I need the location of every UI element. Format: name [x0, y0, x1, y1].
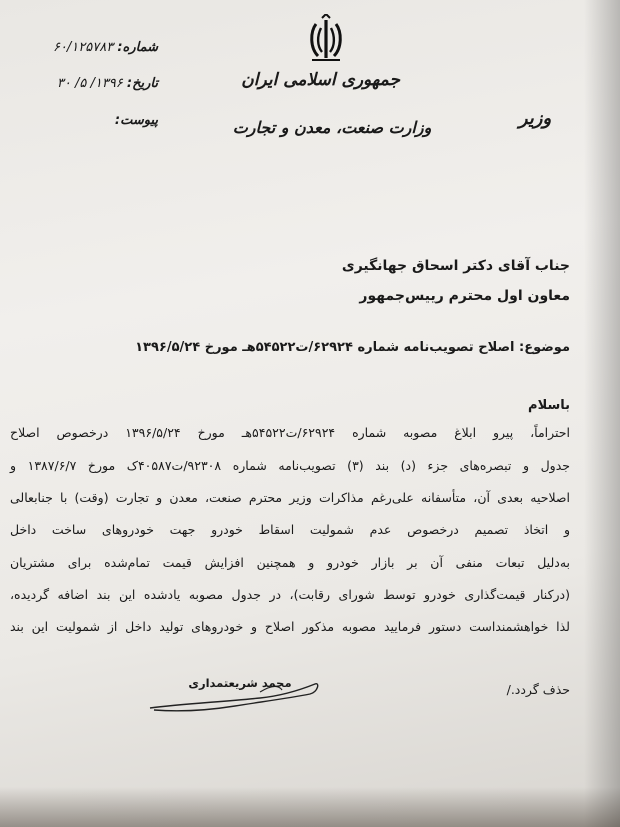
body-line: (درکنار قیمت‌گذاری خودرو توسط شورای رقابت)، در جدول مصوبه یادشده این بند اضافه گردیده، [10, 587, 570, 602]
iran-emblem-icon [302, 14, 350, 66]
body-line: احتراماً، پیرو ابلاغ مصوبه شماره ۶۲۹۲۴/ت۵۴۵۲۲هـ مورخ ۱۳۹۶/۵/۲۴ درخصوص اصلاح [10, 425, 570, 440]
letterhead-ministry: وزارت صنعت، معدن و تجارت [232, 118, 432, 137]
recipient-title: معاون اول محترم رییس‌جمهور [359, 288, 570, 304]
body-line: جدول و تبصره‌های جزء (د) بند (۳) تصویب‌نامه شماره ۹۲۳۰۸/ت۴۰۵۸۷ک مورخ ۱۳۸۷/۶/۷ و [10, 458, 570, 473]
letter-subject: موضوع: اصلاح تصویب‌نامه شماره ۶۲۹۲۴/ت۵۴۵۲۲هـ مورخ ۱۳۹۶/۵/۲۴ [135, 340, 570, 355]
recipient-name: جناب آقای دکتر اسحاق جهانگیری [341, 258, 570, 274]
page-bottom-shadow [0, 787, 620, 827]
letter-number-label: شماره: [117, 40, 158, 55]
body-line: به‌دلیل تبعات منفی آن بر بازار خودرو و همچنین افزایش قیمت تمام‌شده برای مشتریان [10, 555, 570, 570]
letter-attachment [8, 113, 158, 128]
letter-date-value: ۱۳۹۶/ ۵/ ۳۰ [56, 76, 123, 91]
body-last-line: حذف گردد./ [506, 682, 570, 697]
body-line: لذا خواهشمنداست دستور فرمایید مصوبه مذکور اصلاح و خودروهای تولید داخل از شمولیت این بند [10, 619, 570, 634]
letter-number [8, 40, 158, 55]
letterhead-minister: وزیر [518, 108, 552, 129]
letterhead-title: جمهوری اسلامی ایران [241, 70, 400, 90]
page-edge-shadow [584, 0, 620, 827]
signatory-name: محمد شریعتمداری [188, 676, 292, 690]
letter-date-label: تاریخ: [126, 76, 158, 91]
letter-date [8, 76, 158, 91]
letter-attachment-label: پیوست: [114, 113, 158, 128]
body-line: اصلاحیه بعدی آن، متأسفانه علی‌رغم مذاکرات وزیر محترم صنعت، معدن و تجارت (وقت) با جنابعالی [10, 490, 570, 505]
body-line: و اتخاذ تصمیم درخصوص عدم شمولیت اسقاط خودرو جهت خودروهای ساخت داخل [10, 522, 570, 537]
letter-salutation: باسلام [528, 398, 570, 413]
letter-number-value: ۶۰/۱۲۵۷۸۳ [52, 40, 114, 55]
